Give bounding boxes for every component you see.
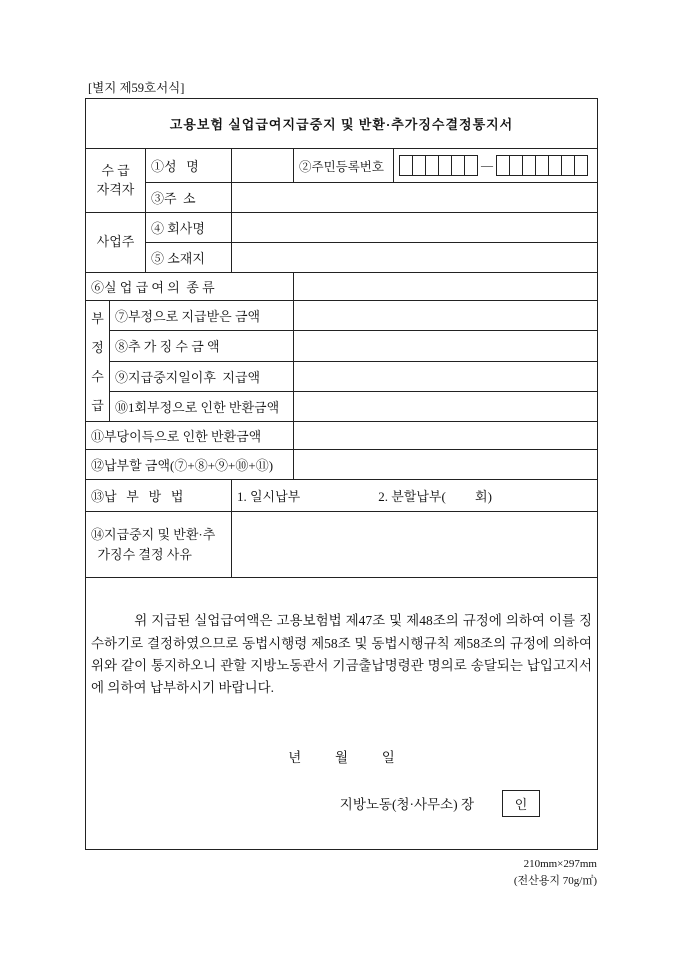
rrn-digit-box[interactable]	[412, 155, 426, 176]
doc-reference: [별지 제59호서식]	[88, 81, 185, 95]
rrn-digit-box[interactable]	[425, 155, 439, 176]
notice-section	[86, 578, 598, 850]
form-table	[85, 98, 598, 850]
location-label: ⑤ 소재지	[146, 243, 232, 273]
issuer-title: 지방노동(청·사무소) 장	[339, 797, 475, 813]
decision-reason-label	[86, 512, 232, 578]
recipient-group-line1: 수 급	[101, 162, 130, 178]
decision-reason-line2: 가징수 결정 사유	[91, 546, 192, 562]
fraud-row-label: ⑨지급중지일이후 지급액	[110, 361, 294, 391]
date-line: 년 월 일	[288, 749, 395, 765]
company-value-cell[interactable]	[232, 213, 598, 243]
rrn-label: ②주민등록번호	[294, 149, 394, 183]
fraud-row-label: ⑧추 가 징 수 금 액	[110, 331, 294, 361]
fraud-row-label: ⑩1회부정으로 인한 반환금액	[110, 391, 294, 421]
name-label: ①성 명	[146, 149, 232, 183]
rrn-digit-box[interactable]	[464, 155, 478, 176]
rrn-digit-box[interactable]	[535, 155, 549, 176]
payment-method-options	[232, 480, 598, 512]
decision-reason-line1: ⑭지급중지 및 반환·추	[91, 527, 216, 542]
recipient-group-line2: 자격자	[96, 181, 135, 197]
recipient-group-label	[86, 149, 146, 213]
address-label: ③주 소	[146, 183, 232, 213]
rrn-boxes	[394, 149, 598, 183]
seal-label: 인	[514, 796, 528, 812]
rrn-digit-box[interactable]	[399, 155, 413, 176]
rrn-digit-box[interactable]	[438, 155, 452, 176]
form-title: 고용보험 실업급여지급중지 및 반환·추가징수결정통지서	[86, 99, 598, 149]
fraud-row-label: ⑦부정으로 지급받은 금액	[110, 301, 294, 331]
seal-box	[502, 790, 540, 817]
payment-option-installment[interactable]: 2. 분할납부( 회)	[378, 489, 492, 504]
paper-spec-note	[85, 856, 597, 889]
fraud-amount-cell[interactable]	[294, 331, 598, 361]
rrn-digit-box[interactable]	[561, 155, 575, 176]
employer-group-label: 사업주	[86, 213, 146, 273]
company-label: ④ 회사명	[146, 213, 232, 243]
benefit-type-value-cell[interactable]	[294, 273, 598, 301]
paper-size: 210mm×297mm	[523, 858, 597, 870]
rrn-digit-box[interactable]	[509, 155, 523, 176]
notice-text: 위 지급된 실업급여액은 고용보험법 제47조 및 제48조의 규정에 의하여 이를 징수하기로 결정하였으므로 동법시행령 제58조 및 동법시행규칙 제58조의 규정에 의하여 위와 같이 통지하오니 관할 지방노동관서 기금출납명령관 명의로 송달되는 납입고지서에 의하여 납부하시기 바랍니다.	[91, 613, 593, 696]
undue-return-value-cell[interactable]	[294, 422, 598, 450]
fraud-group-char: 수	[91, 369, 104, 384]
fraud-amount-cell[interactable]	[294, 361, 598, 391]
issuer-line	[91, 790, 592, 817]
total-payable-value-cell[interactable]	[294, 450, 598, 480]
location-value-cell[interactable]	[232, 243, 598, 273]
rrn-digit-box[interactable]	[548, 155, 562, 176]
total-payable-label: ⑫납부할 금액(⑦+⑧+⑨+⑩+⑪)	[86, 450, 294, 480]
rrn-digit-box[interactable]	[451, 155, 465, 176]
rrn-separator: —	[481, 158, 493, 172]
payment-option-lump-sum[interactable]: 1. 일시납부	[237, 489, 301, 504]
fraud-group-char: 부	[91, 311, 104, 326]
benefit-type-label: ⑥실 업 급 여 의 종 류	[86, 273, 294, 301]
name-value-cell[interactable]	[232, 149, 294, 183]
fraud-amount-cell[interactable]	[294, 301, 598, 331]
decision-reason-value-cell[interactable]	[232, 512, 598, 578]
rrn-box-row	[399, 155, 592, 176]
rrn-digit-box[interactable]	[522, 155, 536, 176]
payment-method-label: ⑬납 부 방 법	[86, 480, 232, 512]
undue-return-label: ⑪부당이득으로 인한 반환금액	[86, 422, 294, 450]
fraud-amount-cell[interactable]	[294, 391, 598, 421]
fraud-group-char: 급	[91, 398, 104, 413]
rrn-digit-box[interactable]	[574, 155, 588, 176]
fraud-group-label	[86, 301, 110, 422]
fraud-group-char: 정	[91, 340, 104, 355]
paper-type: (전산용지 70g/㎡)	[513, 874, 597, 887]
address-value-cell[interactable]	[232, 183, 598, 213]
rrn-digit-box[interactable]	[496, 155, 510, 176]
